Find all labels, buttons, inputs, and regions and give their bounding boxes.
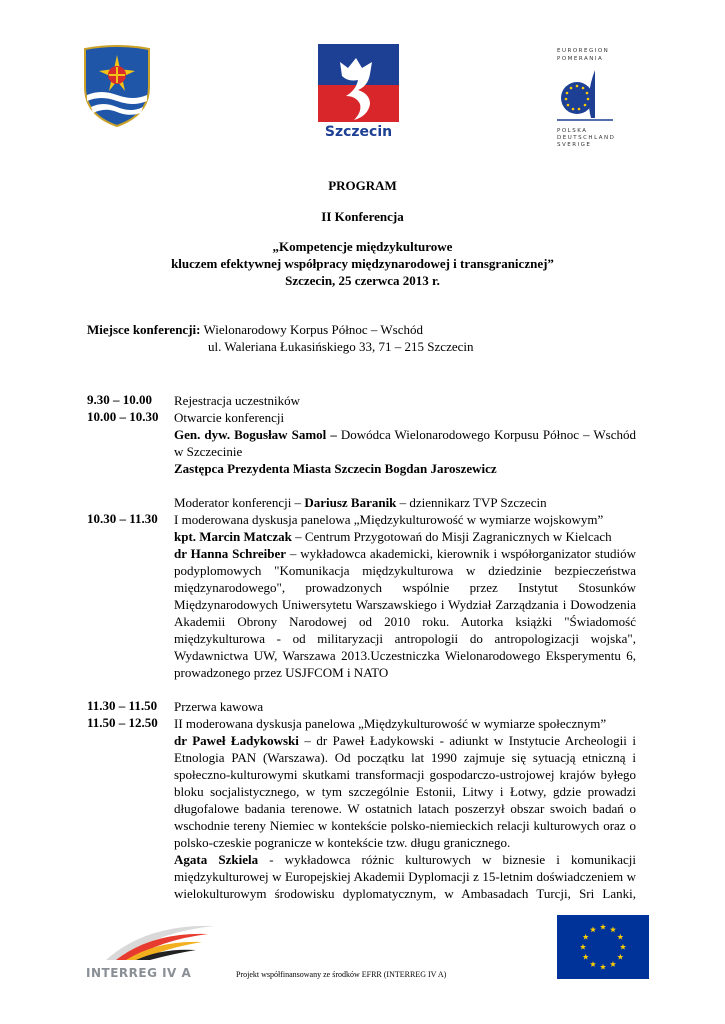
venue-name: Wielonarodowy Korpus Północ – Wschód — [203, 322, 423, 337]
euroregion-pomerania-logo — [553, 48, 633, 148]
country-line-2: DEUTSCHLAND — [557, 135, 616, 141]
speaker-bio: – wykładowca akademicki, kierownik i współorganizator studiów podyplomowych "Komunikacja międzykulturowa w dziedzinie bezpieczeństwa międzynarodowego", prowadzonych wspólnie przez Instytut Stosunków Międzynarodowych Uniwersytetu Warszawskiego i Wydział Zarządzania i Dowodzenia Akademii Obrony Narodowej od 2010 roku. Autorka książki "Świadomość międzykulturowa - od militaryzacji antropologii do antropologizacji wojska", Wydawnictwa UW, Warszawa 2013.Uczestniczka Wielonarodowego Eksperymentu 6, prowadzonego przez USJFCOM i NATO — [174, 546, 637, 680]
moderator-suffix: – dziennikarz TVP Szczecin — [396, 495, 547, 510]
interreg-logo — [86, 920, 216, 982]
cofinance-note: Projekt współfinansowany ze środków EFRR (INTERREG IV A) — [236, 970, 447, 979]
venue-address: ul. Waleriana Łukasińskiego 33, 71 – 215 Szczecin — [208, 339, 474, 354]
conference-date-place: Szczecin, 25 czerwca 2013 r. — [285, 273, 440, 288]
slot-time-5: 11.50 – 12.50 — [87, 715, 158, 730]
speaker-name: dr Hanna Schreiber — [174, 546, 287, 561]
panel2-speaker-1 — [174, 732, 636, 851]
slot-time-4: 11.30 – 11.50 — [87, 698, 158, 713]
coat-of-arms-logo — [83, 45, 151, 127]
slot-text-3: I moderowana dyskusja panelowa „Międzykulturowość w wymiarze wojskowym” — [174, 512, 604, 527]
speaker-name: Agata Szkiela — [174, 852, 259, 867]
moderator-name: Dariusz Baranik — [304, 495, 397, 510]
conference-heading: II Konferencja — [321, 209, 404, 224]
szczecin-logo-text: Szczecin — [324, 124, 393, 140]
speaker-bio: – dr Paweł Ładykowski - adiunkt w Instytucie Archeologii i Etnologia PAN (Warszawa). Od początku lat 1990 zajmuje się sytuacją etniczną i społeczno-kulturowymi skutkami transformacji gospodarczo-ustrojowej krajów byłego bloku socjalistycznego, w tym szczególnie Estonii, Litwy i Łotwy, gdzie prowadzi długofalowe badania terenowe. W ostatnich latach poszerzył obszar swoich badań o wschodnie tereny Niemiec w kontekście polsko-niemieckich relacji kulturowych oraz o polsko-czeskie pogranicze w kontekście tzw. długu granicznego. — [174, 733, 636, 850]
sail-icon — [555, 68, 615, 126]
slot-time-2: 10.00 – 10.30 — [87, 409, 159, 424]
speaker-role: – Centrum Przygotowań do Misji Zagranicznych w Kielcach — [291, 529, 612, 544]
eu-flag-icon — [557, 915, 649, 979]
slot-text-2: Otwarcie konferencji — [174, 410, 285, 425]
deputy-mayor: Zastępca Prezydenta Miasta Szczecin Bogdan Jaroszewicz — [174, 461, 497, 476]
euroregion-line-1: EUROREGION — [557, 48, 610, 54]
slot-text-5: II moderowana dyskusja panelowa „Międzykulturowość w wymiarze społecznym” — [174, 716, 607, 731]
opening-speaker-general — [174, 426, 636, 460]
shield-icon — [83, 45, 151, 127]
szczecin-logo — [318, 44, 399, 146]
speaker-bio: - wykładowca różnic kulturowych w biznesie i komunikacji międzykulturowej w Europejskiej Akademii Dyplomacji z 15-letnim doświadczeniem w wielokulturowym środowisku dyplomatycznym, w Ambasadach Turcji, Sri Lanki, — [174, 852, 636, 901]
euroregion-line-2: POMERANIA — [557, 56, 604, 62]
slot-text-4: Przerwa kawowa — [174, 699, 264, 714]
panel1-speaker-1 — [174, 528, 636, 545]
conference-subtitle-1: „Kompetencje międzykulturowe — [272, 239, 453, 254]
speaker-name: kpt. Marcin Matczak — [174, 529, 292, 544]
program-heading: PROGRAM — [328, 178, 397, 193]
general-role: Dowódca Wielonarodowego Korpusu Północ – Wschód w Szczecinie — [174, 427, 636, 459]
interreg-swoosh-icon — [86, 920, 216, 964]
general-name: Gen. dyw. Bogusław Samol – — [174, 427, 337, 442]
conference-subtitle-2: kluczem efektywnej współpracy międzynarodowej i transgranicznej” — [171, 256, 554, 271]
country-line-3: SVERIGE — [557, 142, 592, 148]
speaker-name: dr Paweł Ładykowski — [174, 733, 299, 748]
slot-time-1: 9.30 – 10.00 — [87, 392, 152, 407]
country-line-1: POLSKA — [557, 128, 588, 134]
interreg-label: INTERREG IV A — [86, 966, 192, 980]
moderator-prefix: Moderator konferencji – — [174, 495, 305, 510]
venue-label: Miejsce konferencji: — [87, 322, 201, 337]
slot-text-1: Rejestracja uczestników — [174, 393, 300, 408]
moderator-line — [174, 494, 636, 511]
venue-line — [87, 321, 423, 338]
panel2-speaker-2 — [174, 851, 636, 902]
eu-flag — [557, 915, 649, 979]
panel1-speaker-2 — [174, 545, 636, 681]
opening-speaker-deputy — [174, 460, 636, 477]
slot-time-3: 10.30 – 11.30 — [87, 511, 158, 526]
